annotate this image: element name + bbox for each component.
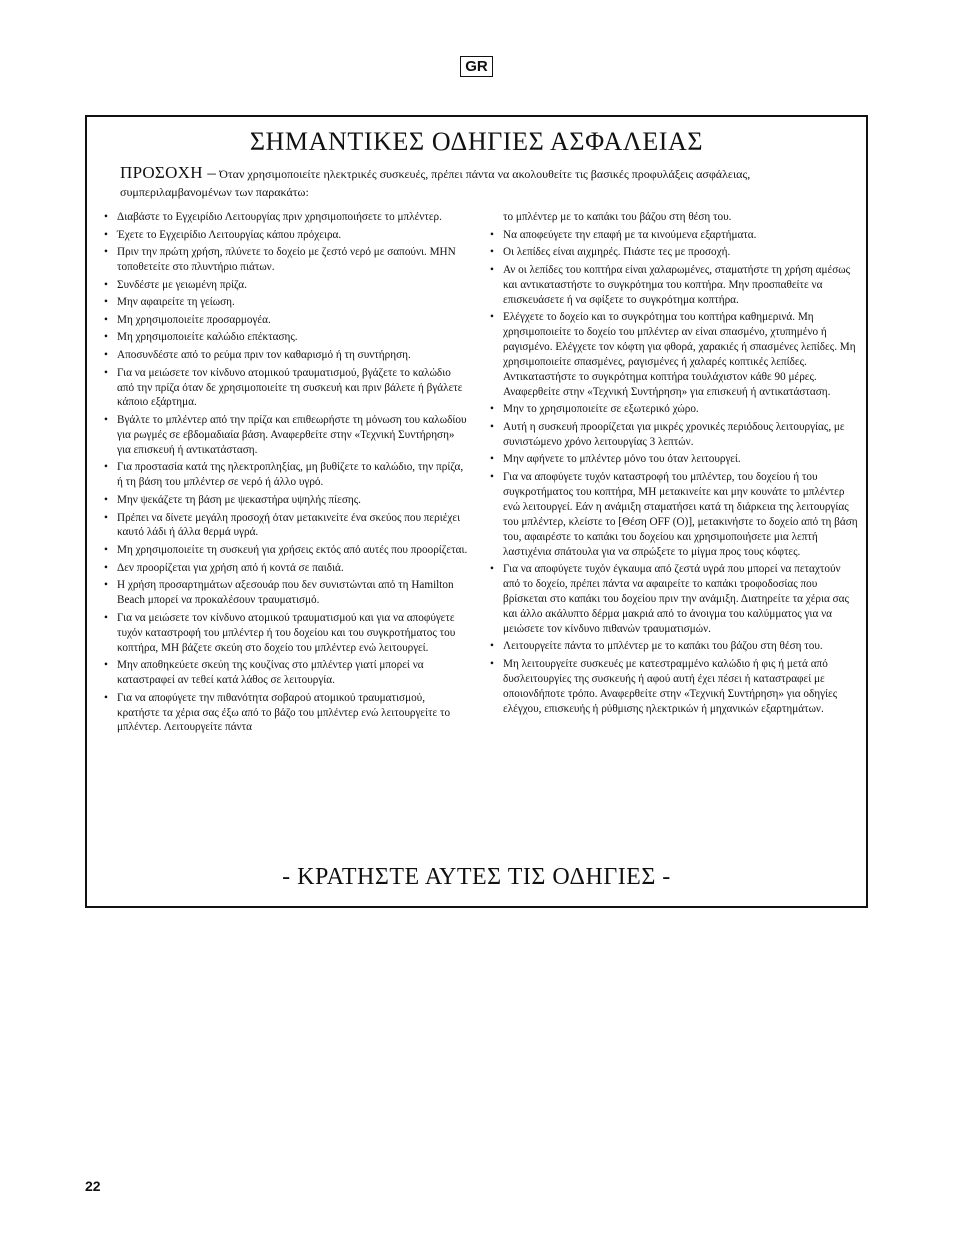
list-item-text: Οι λεπίδες είναι αιχμηρές. Πιάστε τες με προσοχή. <box>503 246 731 259</box>
bullet-icon: • <box>490 263 494 276</box>
list-item <box>101 561 469 576</box>
list-item-text: Πριν την πρώτη χρήση, πλύνετε το δοχείο με ζεστό νερό με σαπούνι. ΜΗΝ τοποθετείτε στο πλυντήριο πιάτων. <box>117 246 456 274</box>
list-item <box>487 420 859 450</box>
list-item-text: Διαβάστε το Εγχειρίδιο Λειτουργίας πριν χρησιμοποιήσετε το μπλέντερ. <box>117 211 442 223</box>
list-item <box>487 310 859 399</box>
list-item-text: Μη χρησιμοποιείτε προσαρμογέα. <box>117 313 271 326</box>
bullet-icon: • <box>490 657 494 670</box>
list-item <box>487 452 859 467</box>
left-column-list <box>101 210 469 738</box>
list-item <box>101 493 469 508</box>
language-badge: GR <box>460 56 493 77</box>
list-item <box>101 210 469 225</box>
list-item-text: Μην το χρησιμοποιείτε σε εξωτερικό χώρο. <box>503 403 699 416</box>
list-item <box>101 543 469 558</box>
bullet-icon: • <box>490 420 494 433</box>
list-item-text: Μην αποθηκεύετε σκεύη της κουζίνας στο μπλέντερ γιατί μπορεί να καταστραφεί αν τεθεί κατά λάθος σε λειτουργία. <box>117 659 424 687</box>
list-item <box>487 639 859 654</box>
list-item-text: Μην ψεκάζετε τη βάση με ψεκαστήρα υψηλής πίεσης. <box>117 493 361 506</box>
list-item <box>101 245 469 275</box>
list-item-text: Λειτουργείτε πάντα το μπλέντερ με το καπάκι του βάζου στη θέση του. <box>503 640 823 653</box>
list-item-text: Αν οι λεπίδες του κοπτήρα είναι χαλαρωμένες, σταματήστε τη χρήση αμέσως και αντικαταστήστε το συγκρότημα του κοπτήρα. Μην προσπαθείτε να επισκευάσετε ή να σφίξετε το συγκρότημα κοπτήρα. <box>503 263 851 306</box>
bullet-icon: • <box>104 414 108 427</box>
list-item <box>101 460 469 490</box>
bullet-icon: • <box>490 453 494 466</box>
bullet-icon: • <box>104 561 108 574</box>
list-item <box>487 562 859 637</box>
list-item-text: Για να μειώσετε τον κίνδυνο ατομικού τραυματισμού και για να αποφύγετε τυχόν καταστροφή του μπλέντερ ή του δοχείου και του συγκροτήματος του κοπτήρα, ΜΗ βάζετε σκεύη στο δοχείο του μπλέντερ ενώ λειτουργεί. <box>117 611 456 654</box>
list-item-text: Μη χρησιμοποιείτε τη συσκευή για χρήσεις εκτός από αυτές που προορίζεται. <box>117 544 468 557</box>
list-item-text: Πρέπει να δίνετε μεγάλη προσοχή όταν μετακινείτε ένα σκεύος που περιέχει καυτό λάδι ή άλλα θερμά υγρά. <box>117 511 461 539</box>
list-item <box>101 228 469 243</box>
bullet-icon: • <box>104 278 108 291</box>
list-item-text: Μην αφήνετε το μπλέντερ μόνο του όταν λειτουργεί. <box>503 453 741 466</box>
list-item <box>487 470 859 559</box>
list-item-text: Μη λειτουργείτε συσκευές με κατεστραμμένο καλώδιο ή φις ή μετά από δυσλειτουργίες της συσκευής ή αφού αυτή έχει πέσει ή καταστραφεί με οποιονδήποτε τρόπο. Αναφερθείτε στην «Τεχνική Συντήρηση» για οδηγίες ελέγχου, επισκευής ή ρύθμισης ηλεκτρικών ή μηχανικών εξαρτημάτων. <box>503 657 838 715</box>
bullet-icon: • <box>490 311 494 324</box>
list-item <box>487 657 859 717</box>
list-item <box>101 413 469 458</box>
page-title: ΣΗΜΑΝΤΙΚΕΣ ΟΔΗΓΙΕΣ ΑΣΦΑΛΕΙΑΣ <box>249 127 704 156</box>
list-item-text: Αποσυνδέστε από το ρεύμα πριν τον καθαρισμό ή τη συντήρηση. <box>117 349 411 362</box>
bullet-icon: • <box>104 228 108 241</box>
bullet-icon: • <box>104 331 108 344</box>
list-item <box>101 348 469 363</box>
list-item-continuation: το μπλέντερ με το καπάκι του βάζου στη θέση του. <box>503 211 732 223</box>
bullet-icon: • <box>104 579 108 592</box>
bullet-icon: • <box>104 366 108 379</box>
list-item-text: Μην αφαιρείτε τη γείωση. <box>117 296 235 309</box>
list-item-text: Ελέγχετε το δοχείο και το συγκρότημα του κοπτήρα καθημερινά. Μη χρησιμοποιείτε το δοχείο του μπλέντερ αν είναι σπασμένο, χτυπημένο ή ραγισμένο. Ελέγχετε τον κόφτη για φθορά, χαρακιές ή σπασμένες λεπίδες. Μη χρησιμοποιείτε σπασμένες, ραγισμένες ή χαλαρές κοπτικές λεπίδες. Αντικαταστήστε το συγκρότημα κοπτήρα τουλάχιστον κάθε 90 μέρες. Αναφερθείτε στην «Τεχνική Συντήρηση» για επισκευή ή αντικατάσταση. <box>503 311 856 398</box>
list-item <box>101 691 469 736</box>
list-item <box>101 611 469 656</box>
list-item <box>487 263 859 308</box>
list-item-text: Δεν προορίζεται για χρήση από ή κοντά σε παιδιά. <box>117 561 344 574</box>
bullet-icon: • <box>104 611 108 624</box>
list-item-text: Έχετε το Εγχειρίδιο Λειτουργίας κάπου πρόχειρα. <box>117 228 342 241</box>
list-item <box>101 313 469 328</box>
list-item <box>487 245 859 260</box>
list-item-text: Για προστασία κατά της ηλεκτροπληξίας, μη βυθίζετε το καλώδιο, την πρίζα, ή τη βάση του μπλέντερ σε νερό ή άλλο υγρό. <box>117 461 464 489</box>
bullet-icon: • <box>104 691 108 704</box>
list-item <box>101 658 469 688</box>
bullet-icon: • <box>104 313 108 326</box>
list-item-text: Να αποφεύγετε την επαφή με τα κινούμενα εξαρτήματα. <box>503 228 757 241</box>
list-item-text: Για να μειώσετε τον κίνδυνο ατομικού τραυματισμού, βγάζετε το καλώδιο από την πρίζα όταν δε χρησιμοποιείτε τη συσκευή και πριν βάλετε ή βγάλετε κάποιο εξάρτημα. <box>117 366 463 409</box>
list-item <box>487 228 859 243</box>
list-item <box>101 295 469 310</box>
caution-paragraph <box>120 164 820 201</box>
list-item-text: Μη χρησιμοποιείτε καλώδιο επέκτασης. <box>117 331 298 344</box>
list-item <box>101 278 469 293</box>
list-item <box>101 366 469 411</box>
bullet-icon: • <box>104 296 108 309</box>
list-item-text: Για να αποφύγετε την πιθανότητα σοβαρού ατομικού τραυματισμού, κρατήστε τα χέρια σας έξω από το βάζο του μπλέντερ ενώ λειτουργείτε το μπλέντερ. Λειτουργείτε πάντα <box>117 691 451 734</box>
bullet-icon: • <box>104 659 108 672</box>
list-item-text: Βγάλτε το μπλέντερ από την πρίζα και επιθεωρήστε τη μόνωση του καλωδίου για ρωγμές σε εβδομαδιαία βάση. Αναφερθείτε στην «Τεχνική Συντήρηση» για επισκευή ή αντικατάσταση. <box>117 414 467 456</box>
list-item-text: Για να αποφύγετε τυχόν καταστροφή του μπλέντερ, του δοχείου ή του συγκροτήματος του κοπτήρα, ΜΗ μετακινείτε και μην κουνάτε το μπλέντερ ενώ λειτουργεί. Εάν η ανάμιξη σταματήσει κατά τη διάρκεια της λειτουργίας του μπλέντερ, κλείστε το [Θέση OFF (O)], μετακινήστε το δοχείο από τη βάση του, αφαιρέστε το καπάκι του δοχείου και χρησιμοποιήσετε μια λεπτή λαστιχένια σπάτουλα για να σπρώξετε το μίγμα προς τους κόφτες. <box>503 471 858 558</box>
bullet-icon: • <box>490 246 494 259</box>
list-item-text: Για να αποφύγετε τυχόν έγκαυμα από ζεστά υγρά που μπορεί να πεταχτούν από το δοχείο, πρέπει πάντα να αφαιρείτε το καπάκι τροφοδοσίας που βρίσκεται στο καπάκι του δοχείου πριν την ανάμιξη. Διατηρείτε τα χέρια σας και άλλο ακάλυπτο δέρμα μακριά από το άνοιγμα του καλύμματος για να μειώσετε τον κίνδυνο πιθανών τραυματισμών. <box>503 563 849 635</box>
bullet-icon: • <box>490 403 494 416</box>
bullet-icon: • <box>104 511 108 524</box>
bullet-icon: • <box>490 471 494 483</box>
safety-instructions-box <box>85 115 868 908</box>
list-item-text: Η χρήση προσαρτημάτων αξεσουάρ που δεν συνιστώνται από τη Hamilton Beach μπορεί να προκαλέσουν τραυματισμό. <box>117 579 454 607</box>
bullet-icon: • <box>104 461 108 474</box>
footer-title: - ΚΡΑΤΗΣΤΕ ΑΥΤΕΣ ΤΙΣ ΟΔΗΓΙΕΣ - <box>282 864 671 890</box>
list-item <box>487 402 859 417</box>
bullet-icon: • <box>104 211 108 223</box>
list-item <box>101 578 469 608</box>
bullet-icon: • <box>104 246 108 259</box>
list-item <box>101 330 469 345</box>
list-item-text: Συνδέστε με γειωμένη πρίζα. <box>117 278 247 291</box>
bullet-icon: • <box>104 493 108 506</box>
list-item <box>101 511 469 541</box>
list-item-text: Αυτή η συσκευή προορίζεται για μικρές χρονικές περιόδους λειτουργίας, με συνιστώμενο χρόνο λειτουργίας 3 λεπτών. <box>503 420 845 448</box>
page-number: 22 <box>85 1178 101 1194</box>
caution-text: Όταν χρησιμοποιείτε ηλεκτρικές συσκευές, πρέπει πάντα να ακολουθείτε τις βασικές προφυλάξεις ασφάλειας, συμπεριλαμβανομένων των παρακάτω: <box>120 167 751 199</box>
bullet-icon: • <box>104 544 108 557</box>
right-column-list <box>487 210 859 719</box>
bullet-icon: • <box>104 349 108 362</box>
caution-label: ΠΡΟΣΟΧΗ – <box>120 163 217 182</box>
bullet-icon: • <box>490 228 494 241</box>
bullet-icon: • <box>490 640 494 653</box>
bullet-icon: • <box>490 563 494 576</box>
